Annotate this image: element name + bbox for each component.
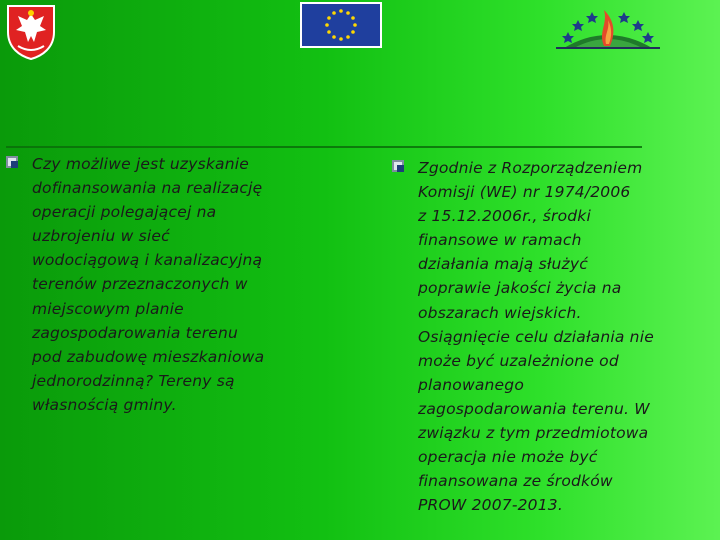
answer-column bbox=[392, 156, 698, 517]
question-item bbox=[6, 152, 306, 417]
leader-logo-icon bbox=[554, 2, 662, 52]
answer-item bbox=[392, 156, 698, 517]
coat-of-arms-icon bbox=[4, 2, 58, 60]
square-bullet-icon bbox=[392, 160, 404, 172]
question-text: Czy możliwe jest uzyskanie dofinansowania na realizację operacji polegającej na uzbrojeniu w sieć wodociągową i kanalizacyjną terenów przeznaczonych w miejscowym planie zagospodarowania terenu pod zabudowę mieszkaniowa jednorodzinną? Tereny są własnością gminy. bbox=[32, 155, 265, 414]
question-column bbox=[6, 152, 306, 417]
eu-flag-icon bbox=[300, 2, 382, 48]
answer-text: Zgodnie z Rozporządzeniem Komisji (WE) nr 1974/2006 z 15.12.2006r., środki finansowe w ramach działania mają służyć poprawie jakości życia na obszarach wiejskich. Osiągnięcie celu działania nie może być uzależnione od planowanego zagospodarowania terenu. W związku z tym przedmiotowa operacja nie może być finansowana ze środków PROW 2007-2013. bbox=[418, 159, 654, 515]
title-divider bbox=[6, 146, 642, 148]
square-bullet-icon bbox=[6, 156, 18, 168]
